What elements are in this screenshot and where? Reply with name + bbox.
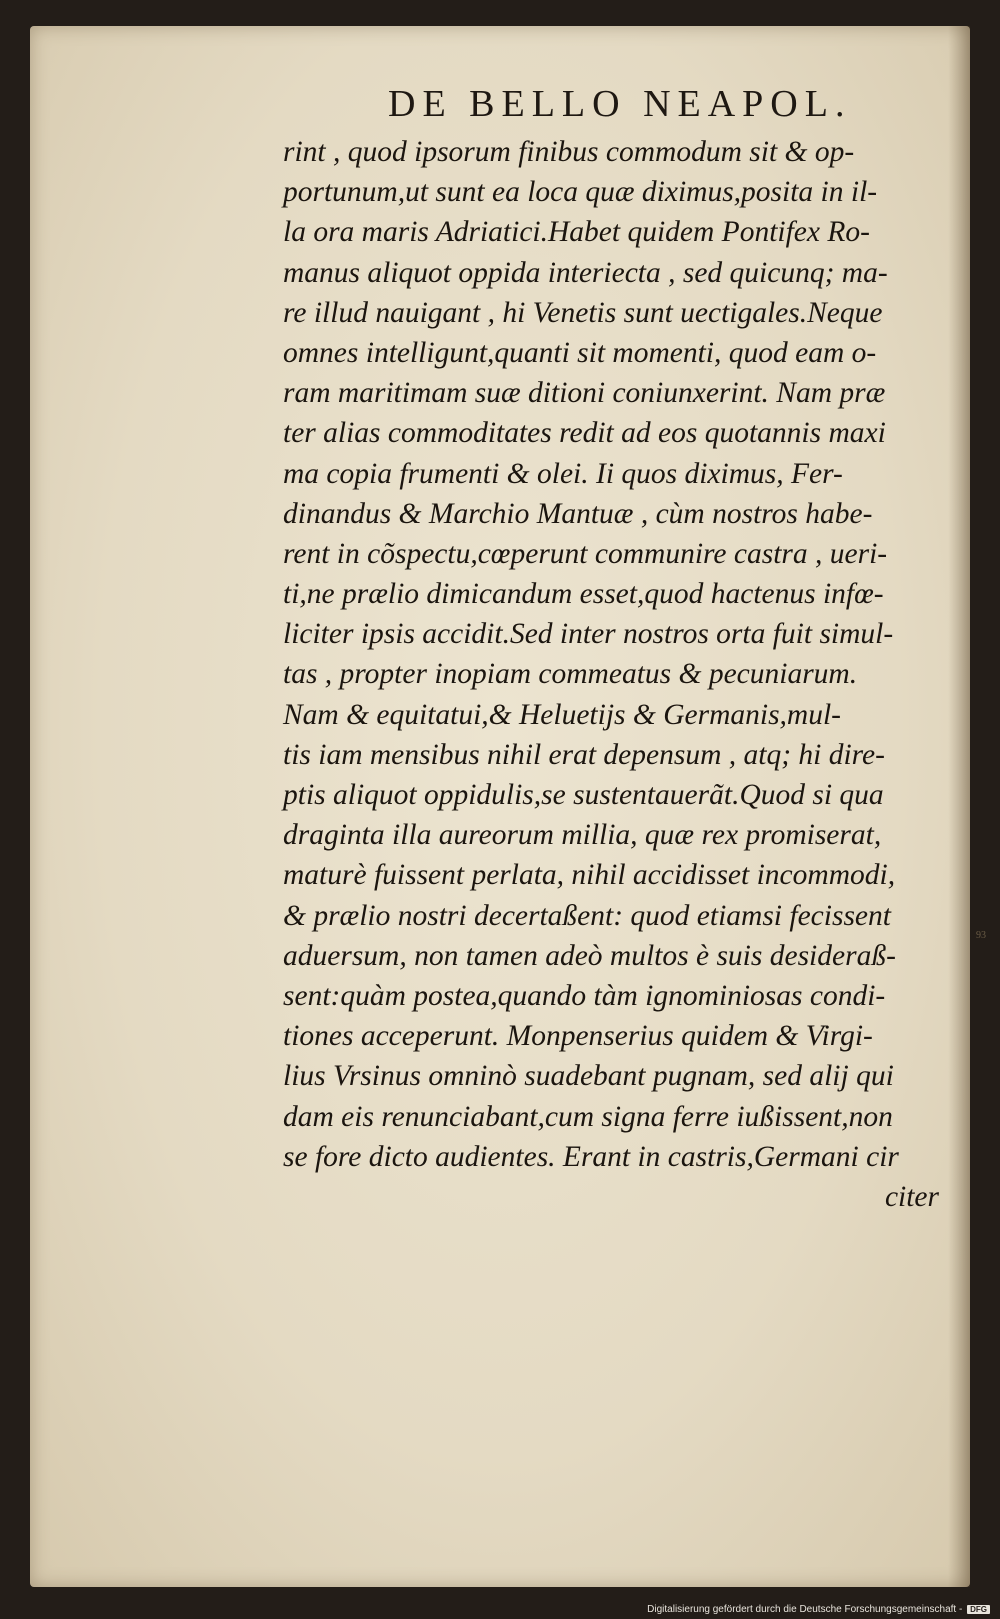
text-line: dam eis renunciabant,cum signa ferre iußissent,non [283, 1100, 893, 1133]
text-line: Nam & equitatui,& Heluetijs & Germanis,mul- [283, 698, 842, 731]
text-line: lius Vrsinus omninò suadebant pugnam, sed alij qui [283, 1060, 894, 1093]
text-line: la ora maris Adriatici.Habet quidem Pontifex Ro- [283, 216, 870, 249]
text-line: dinandus & Marchio Mantuæ , cùm nostros habe- [283, 497, 873, 530]
text-line: ter alias commoditates redit ad eos quotannis maxi [283, 417, 886, 450]
text-line: tiones acceperunt. Monpenserius quidem & Virgi- [283, 1020, 873, 1053]
running-header: DE BELLO NEAPOL. [388, 83, 852, 125]
text-line: se fore dicto audientes. Erant in castris,Germani cir [283, 1140, 899, 1173]
text-line: ma copia frumenti & olei. Ii quos diximus, Fer- [283, 457, 843, 490]
text-line: aduersum, non tamen adeò multos è suis desideraß- [283, 939, 896, 972]
text-line: & prælio nostri decertaßent: quod etiamsi fecissent [283, 899, 891, 932]
text-line: re illud nauigant , hi Venetis sunt uectigales.Neque [283, 296, 883, 329]
text-line: portunum,ut sunt ea loca quæ diximus,posita in il- [283, 176, 878, 209]
text-line: manus aliquot oppida interiecta , sed quicunq; ma- [283, 256, 888, 289]
text-line: tas , propter inopiam commeatus & pecuniarum. [283, 658, 858, 691]
margin-mark: 93 [976, 930, 986, 941]
catchword: citer [884, 1180, 939, 1213]
text-line: ram maritimam suæ ditioni coniunxerint. Nam præ [283, 377, 886, 410]
text-line: sent:quàm postea,quando tàm ignominiosas condi- [283, 979, 886, 1012]
text-line: rint , quod ipsorum finibus commodum sit & op- [283, 136, 855, 168]
text-line: liciter ipsis accidit.Sed inter nostros orta fuit simul- [283, 618, 894, 651]
digitization-footer [647, 1604, 990, 1615]
text-line: maturè fuissent perlata, nihil accidisset incommodi, [283, 859, 896, 892]
dfg-logo: DFG [967, 1605, 990, 1614]
text-line: omnes intelligunt,quanti sit momenti, quod eam o- [283, 336, 877, 369]
text-line: rent in cõspectu,cœperunt communire castra , ueri- [283, 537, 888, 570]
text-line: draginta illa aureorum millia, quæ rex promiserat, [283, 819, 882, 852]
text-line: ptis aliquot oppidulis,se sustentauerãt.Quod si qua [283, 779, 884, 811]
text-line: ti,ne prælio dimicandum esset,quod hactenus infœ- [283, 578, 884, 611]
body-text [283, 132, 963, 1217]
text-line: tis iam mensibus nihil erat depensum , atq; hi dire- [283, 738, 885, 771]
footer-credit: Digitalisierung gefördert durch die Deutsche Forschungsgemeinschaft - [647, 1604, 963, 1615]
